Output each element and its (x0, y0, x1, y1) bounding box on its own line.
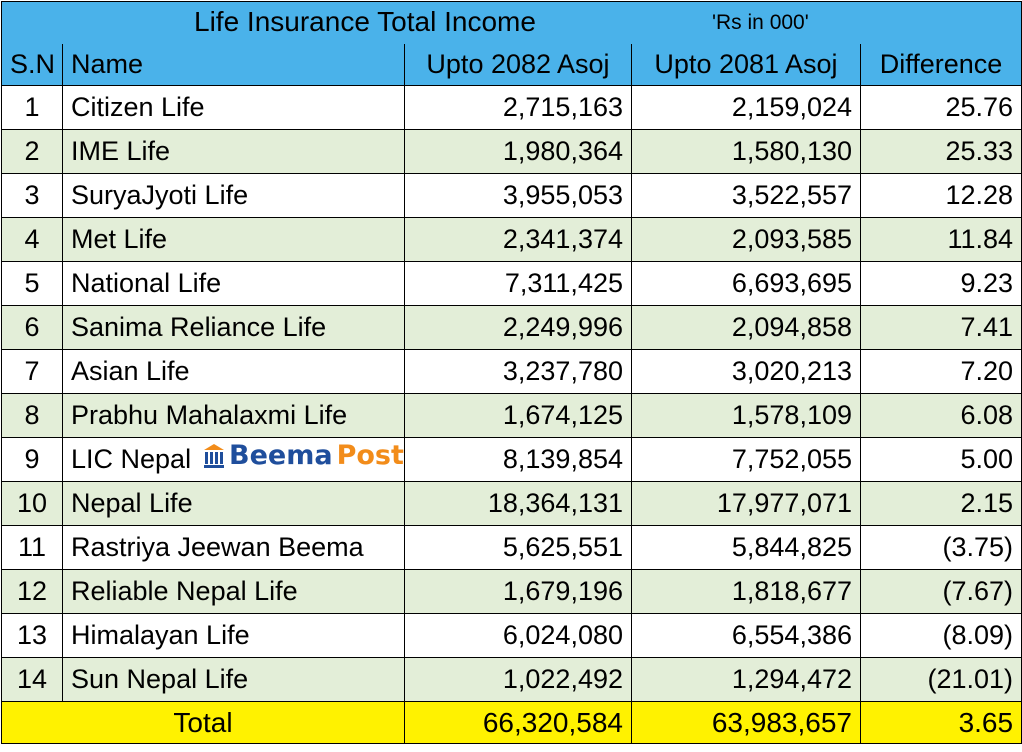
name-cell: Sun Nepal Life (63, 658, 405, 702)
name-cell: SuryaJyoti Life (63, 174, 405, 218)
table-row (2, 262, 1022, 306)
value-2081-cell: 1,578,109 (632, 394, 861, 438)
difference-cell: 6.08 (861, 394, 1022, 438)
table-row (2, 658, 1022, 702)
total-difference-cell: 3.65 (861, 702, 1022, 744)
value-2082-cell: 6,024,080 (405, 614, 632, 658)
sn-cell: 14 (2, 658, 63, 702)
value-2081-cell: 17,977,071 (632, 482, 861, 526)
name-cell: Met Life (63, 218, 405, 262)
table-row (2, 130, 1022, 174)
column-header-name: Name (63, 44, 405, 86)
difference-cell: 7.20 (861, 350, 1022, 394)
value-2081-cell: 1,294,472 (632, 658, 861, 702)
value-2081-cell: 2,094,858 (632, 306, 861, 350)
difference-cell: 7.41 (861, 306, 1022, 350)
value-2081-cell: 2,159,024 (632, 86, 861, 130)
name-cell: Prabhu Mahalaxmi Life (63, 394, 405, 438)
difference-cell: (8.09) (861, 614, 1022, 658)
value-2081-cell: 6,693,695 (632, 262, 861, 306)
name-cell (63, 438, 405, 482)
name-cell: Rastriya Jeewan Beema (63, 526, 405, 570)
name-cell: IME Life (63, 130, 405, 174)
value-2081-cell: 6,554,386 (632, 614, 861, 658)
table-row (2, 570, 1022, 614)
difference-cell: 25.33 (861, 130, 1022, 174)
name-cell: Himalayan Life (63, 614, 405, 658)
value-2082-cell: 1,022,492 (405, 658, 632, 702)
unit-note: 'Rs in 000' (712, 11, 809, 34)
column-header-sn: S.N (2, 44, 63, 86)
total-row (2, 702, 1022, 744)
company-name: LIC Nepal (71, 444, 192, 474)
watermark-text-beema: Beema (229, 440, 333, 471)
sn-cell: 6 (2, 306, 63, 350)
value-2082-cell: 1,679,196 (405, 570, 632, 614)
sn-cell: 8 (2, 394, 63, 438)
difference-cell: 12.28 (861, 174, 1022, 218)
difference-cell: 5.00 (861, 438, 1022, 482)
table-row (2, 394, 1022, 438)
table-row (2, 174, 1022, 218)
sn-cell: 4 (2, 218, 63, 262)
name-cell: Nepal Life (63, 482, 405, 526)
table-row (2, 218, 1022, 262)
value-2081-cell: 3,522,557 (632, 174, 861, 218)
table-row (2, 614, 1022, 658)
table-row (2, 86, 1022, 130)
column-header-difference: Difference (861, 44, 1022, 86)
watermark-text-post: Post (336, 440, 404, 471)
beemapost-watermark (203, 440, 404, 471)
sn-cell: 7 (2, 350, 63, 394)
value-2081-cell: 1,818,677 (632, 570, 861, 614)
difference-cell: 2.15 (861, 482, 1022, 526)
page-title: Life Insurance Total Income (194, 6, 536, 37)
title-cell (2, 2, 1022, 45)
value-2082-cell: 2,341,374 (405, 218, 632, 262)
value-2082-cell: 2,249,996 (405, 306, 632, 350)
value-2082-cell: 5,625,551 (405, 526, 632, 570)
income-table (1, 1, 1022, 744)
total-label: Total (2, 702, 405, 744)
value-2082-cell: 2,715,163 (405, 86, 632, 130)
sn-cell: 5 (2, 262, 63, 306)
sn-cell: 3 (2, 174, 63, 218)
name-cell: Sanima Reliance Life (63, 306, 405, 350)
sn-cell: 1 (2, 86, 63, 130)
value-2082-cell: 7,311,425 (405, 262, 632, 306)
value-2082-cell: 3,955,053 (405, 174, 632, 218)
header-row (2, 44, 1022, 86)
difference-cell: (21.01) (861, 658, 1022, 702)
name-cell: Asian Life (63, 350, 405, 394)
difference-cell: 25.76 (861, 86, 1022, 130)
value-2081-cell: 3,020,213 (632, 350, 861, 394)
name-cell: National Life (63, 262, 405, 306)
value-2081-cell: 1,580,130 (632, 130, 861, 174)
value-2082-cell: 3,237,780 (405, 350, 632, 394)
table-row (2, 306, 1022, 350)
column-header-2081: Upto 2081 Asoj (632, 44, 861, 86)
value-2082-cell: 1,674,125 (405, 394, 632, 438)
sn-cell: 2 (2, 130, 63, 174)
value-2081-cell: 2,093,585 (632, 218, 861, 262)
value-2082-cell: 8,139,854 (405, 438, 632, 482)
value-2082-cell: 1,980,364 (405, 130, 632, 174)
table-row (2, 526, 1022, 570)
sn-cell: 11 (2, 526, 63, 570)
value-2081-cell: 7,752,055 (632, 438, 861, 482)
sn-cell: 12 (2, 570, 63, 614)
difference-cell: (3.75) (861, 526, 1022, 570)
building-columns-icon (203, 443, 225, 469)
table-row (2, 438, 1022, 482)
total-2081-cell: 63,983,657 (632, 702, 861, 744)
name-cell: Citizen Life (63, 86, 405, 130)
total-2082-cell: 66,320,584 (405, 702, 632, 744)
title-row (2, 2, 1022, 45)
difference-cell: 11.84 (861, 218, 1022, 262)
value-2082-cell: 18,364,131 (405, 482, 632, 526)
name-cell: Reliable Nepal Life (63, 570, 405, 614)
difference-cell: (7.67) (861, 570, 1022, 614)
difference-cell: 9.23 (861, 262, 1022, 306)
value-2081-cell: 5,844,825 (632, 526, 861, 570)
table-row (2, 482, 1022, 526)
table-row (2, 350, 1022, 394)
column-header-2082: Upto 2082 Asoj (405, 44, 632, 86)
sn-cell: 13 (2, 614, 63, 658)
sn-cell: 10 (2, 482, 63, 526)
sn-cell: 9 (2, 438, 63, 482)
